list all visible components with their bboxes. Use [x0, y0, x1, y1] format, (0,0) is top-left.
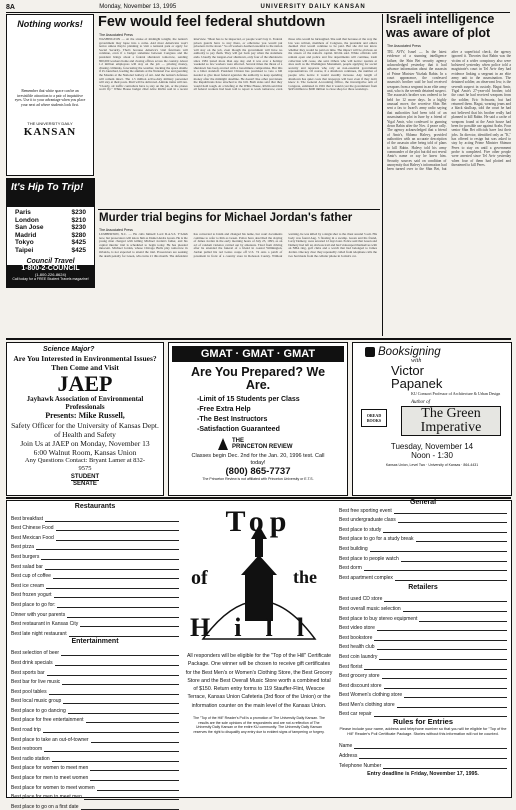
ballot-field-label: Best apartment complex: [339, 574, 393, 581]
oread-logo: OREAD BOOKS: [361, 409, 387, 427]
hip-title: It's Hip To Trip!: [7, 179, 94, 207]
ballot-answer-line[interactable]: [90, 779, 179, 781]
ballot-answer-line[interactable]: [90, 769, 179, 771]
ballot-answer-line[interactable]: [377, 629, 507, 631]
fare-row: [15, 232, 86, 240]
logo-top: Top: [225, 505, 293, 538]
ballot-field: [339, 612, 507, 622]
ballot-answer-line[interactable]: [52, 760, 179, 762]
ballot-answer-line[interactable]: [80, 625, 179, 627]
ballot-answer-line[interactable]: [55, 664, 179, 666]
booksigning-ad: [352, 342, 512, 496]
gmat-feature: -Free Extra Help: [197, 406, 251, 413]
ballot-field-label: Best free sporting event: [339, 507, 392, 514]
ballot-answer-line[interactable]: [44, 750, 179, 752]
fare-city: Paris: [15, 209, 31, 216]
ballot-answer-line[interactable]: [49, 693, 179, 695]
ballot-field: [11, 541, 179, 551]
ballot-field-label: Best used CD store: [339, 596, 383, 603]
ballot-field: [339, 552, 507, 562]
ballot-answer-line[interactable]: [419, 620, 507, 622]
student-senate-logo: [7, 474, 163, 487]
jaep-ad: [6, 342, 164, 496]
fare-row: [15, 239, 86, 247]
ballot-field-label: Best radio station: [11, 755, 50, 762]
ballot-field: [11, 714, 179, 724]
author-title: KU Comsort Professor of Architecture & Urban Design: [411, 391, 501, 396]
gmat-banner: GMAT · GMAT · GMAT: [172, 346, 344, 362]
ballot-field: [339, 542, 507, 552]
kansan-logo: KANSAN: [23, 126, 77, 139]
ballot-answer-line[interactable]: [56, 539, 179, 541]
ballot-field: [11, 791, 179, 801]
ballot-field: [11, 512, 179, 522]
shutdown-body: WASHINGTON — At the stroke of midnight tonight, the nation's government may lapse into a coma. And most Americans won't notice unless they're planning to visit a national park or apply for Social Security. That's because America's vital functions will continue, even if a budget stalemate between Congress and the president brings about a federal shutdown tomorrow, sending 800,000 workers home and closing offices across the country. About 1.2 million employees will stay on the job — piloting money, chasing criminals, forecasting the weather, tracking the space shuttle if it's launched, feeding the animals at the National Zoo and guarding the Mounts at the National Gallery of Art. And the nation's defenses will remain intact. The 1.5 million active-duty military personnel will stay at their posts. Mail will be delivered. Amtrak trains will run. "Clearly, air traffic controllers have to stay on the job, or the planes won't fly." White House budget chief Alice Rivlin said in a recent interview. "Meat has to be inspected, or people won't buy it. Federal prison guards have to stay there, or otherwise you would put prisoners in the street." So all workers deemed essential to the nation will stay on the job, even though the government will have no authority to pay them. They will get back pay when the stalemate ends. Usually the longest-ever shutdown, only four of the shutdowns since 1981 lasted more than one day, and it was over a holiday weekend so few workers were affected. Several times the threat of a shutdown has been averted with a last-minute compromise. But this is a bitter standoff. President Clinton has promised to veto a bill needed to give most federal agencies the authority to keep spending money after the midnight deadline. He doesn't like other provisions the Republicans have attached to the bill. Both sides said that they would hold tough. At a briefing at the White House, Rivlin said that all federal workers had been told to report to work tomorrow, even those who would be furloughed. She said that because of the way the law was written, members of Congress, the president and others deemed vital would continue to be paid. But she did not know whether they would be paid on time. The impact will be obvious on the streets of the nation's capital. Rivlin said. White officials will remain open and police and fire departments will continue, trash collection will cease, she said. Others who will notice: tourists at sites such as the Washington Monument, people applying for social security and reporters who rely on non-essential government representatives. Of course, if a shutdown continues, the number of people who notice it would steadily increase. Any length of shutdown has quiet costs that taxpayers will bear even if they don't know it. The General Accounting Office, the investigative arm of Congress, estimated in 1991 that it would cost the government from $245 million to $600 million to close shop for three weekdays.: [99, 38, 377, 92]
ballot-answer-line[interactable]: [41, 558, 179, 560]
ballot-field-label: Best late night restaurant: [11, 630, 67, 637]
ballot-field: [11, 695, 179, 705]
ballot-field-label: Best health club: [339, 644, 375, 651]
ballot-field-label: Best place to study: [339, 526, 382, 533]
ballot-left-column: [11, 502, 179, 810]
ballot-field: [339, 679, 507, 689]
book-title-1: The Green: [421, 405, 481, 421]
gmat-item-list: [169, 393, 347, 435]
ballot-field-label: Best ice cream: [11, 582, 45, 589]
rules-text: Please include your name, address and telephone number so that you will be eligible for "Top of the Hill" Reader's Poll Certificate Package. Stories without this information will not be counted.: [339, 727, 507, 737]
udk-label: THE UNIVERSITY DAILY: [27, 121, 73, 127]
gmat-feature: -Limit of 15 Students per Class: [197, 396, 300, 403]
entry-form-label: Telephone Number: [339, 762, 382, 769]
princeton-logo: [217, 437, 347, 451]
fare-price: $230: [71, 224, 86, 232]
student-label: STUDENT: [70, 474, 100, 480]
entry-form-label: Name: [339, 742, 353, 749]
ballot-field-label: Best building: [339, 545, 368, 552]
ballot-field: [11, 598, 179, 608]
ballot-answer-line[interactable]: [47, 674, 179, 676]
fare-row: [15, 224, 86, 232]
ballot-field-label: Best place to go for:: [11, 601, 56, 608]
fare-city: Madrid: [15, 231, 37, 239]
ballot-answer-line[interactable]: [395, 579, 507, 581]
hip-to-trip-ad: [6, 178, 95, 288]
contest-text: All responders will be eligible for the "Top of the Hill" Certificate Package. One winner will be chosen to receive gift certificates for the Best Men's or Women's Clothing Store, the Best Grocery Store and the Best Overall Music Store worth a combined total of $150. Return entry forms to 119 Stauffer-Flint, Wescoe Terrace, Kansas Union Cafeteria (3rd floor of the Union) or the information counter on the main level of the Kansas Union.: [185, 653, 333, 709]
ballot-field: [11, 704, 179, 714]
ballot-answer-line[interactable]: [384, 600, 507, 602]
ballot-field-label: Best place to people watch: [339, 555, 399, 562]
murder-byline: The Associated Press: [99, 228, 133, 232]
council-phone-alt: (1-800-226-8624): [34, 272, 67, 277]
fare-row: [15, 247, 86, 255]
fare-price: $230: [71, 209, 86, 216]
booksigning-date: Tuesday, November 14: [390, 441, 474, 451]
fare-row: [15, 209, 86, 217]
ballot-answer-line[interactable]: [364, 569, 507, 571]
ballot-field: [11, 608, 179, 618]
fare-price: $425: [71, 239, 86, 247]
ballot-answer-line[interactable]: [382, 677, 507, 679]
retailers-title: Retailers: [408, 583, 438, 591]
ballot-field: [339, 562, 507, 572]
ballot-field: [339, 650, 507, 660]
retailers-list: [339, 593, 507, 718]
ballot-field: [339, 689, 507, 699]
ballot-field: [11, 531, 179, 541]
ballot-answer-line[interactable]: [398, 521, 507, 523]
restaurants-list: [11, 512, 179, 637]
council-phone-box: [7, 265, 94, 287]
booksigning-time: Noon - 1:30: [411, 450, 453, 460]
ballot-answer-line[interactable]: [67, 616, 179, 618]
ballot-field-label: Best florist: [339, 663, 363, 670]
ballot-field-label: Best road trip: [11, 727, 41, 734]
ballot-field: [339, 660, 507, 670]
ballot-field: [339, 641, 507, 651]
ballot-field: [11, 762, 179, 772]
shutdown-headline: Few would feel federal shutdown: [98, 14, 326, 30]
entry-form-line[interactable]: [383, 767, 507, 769]
entertainment-title: Entertainment: [71, 637, 119, 645]
ballot-field: [11, 666, 179, 676]
ballot-field-label: Best place for women to meet men: [11, 765, 89, 772]
ballot-answer-line[interactable]: [377, 648, 507, 650]
ballot-field-label: Best grocery store: [339, 673, 380, 680]
ballot-field: [339, 602, 507, 612]
ballot-field: [11, 656, 179, 666]
author-first-name: Victor: [391, 363, 424, 378]
entry-form: [339, 739, 507, 769]
entry-form-line[interactable]: [359, 757, 507, 759]
ballot-field-label: Best place for women to meet women: [11, 784, 95, 791]
ballot-field-label: Best place to go for a study break: [339, 536, 414, 543]
ballot-answer-line[interactable]: [397, 706, 507, 708]
fare-price: $210: [71, 216, 86, 224]
ballot-field: [11, 522, 179, 532]
ballot-field-label: Best salad bar: [11, 563, 43, 570]
entry-deadline: Entry deadline is Friday, November 17, 1995.: [367, 770, 479, 777]
entry-form-label: Address: [339, 752, 358, 759]
ballot-field-label: Best coin laundry: [339, 653, 378, 660]
entry-form-field: [339, 739, 507, 749]
fare-price: $425: [71, 246, 86, 254]
ballot-field: [11, 743, 179, 753]
jaep-officer: Safety Officer for the University of Kansas Dept. of Health and Safety: [11, 421, 159, 439]
israel-byline: The Associated Press: [387, 44, 421, 48]
ballot-field-label: Best video store: [339, 625, 375, 632]
fare-city: Taipei: [15, 246, 34, 254]
shutdown-byline: The Associated Press: [99, 33, 133, 37]
ballot-answer-line[interactable]: [45, 568, 179, 570]
senate-label: SENATE: [73, 481, 97, 487]
ballot-answer-line[interactable]: [383, 531, 507, 533]
entry-form-line[interactable]: [354, 747, 507, 749]
logo-the: the: [293, 567, 317, 587]
entry-form-field: [339, 759, 507, 769]
ballot-answer-line[interactable]: [53, 577, 179, 579]
ballot-field: [339, 571, 507, 581]
ballot-answer-line[interactable]: [36, 548, 179, 550]
ballot-field-label: Best Men's clothing store: [339, 701, 395, 708]
fare-list: [7, 207, 94, 257]
jaep-science: Science Major?: [43, 346, 95, 353]
jaep-interested: Are You Interested in Environmental Issues? Then Come and Visit: [13, 354, 157, 372]
ballot-field: [339, 514, 507, 524]
ballot-field: [339, 622, 507, 632]
princeton-review-icon: [217, 437, 229, 451]
ballot-answer-line[interactable]: [63, 702, 179, 704]
ballot-field: [11, 570, 179, 580]
general-title: General: [409, 499, 437, 506]
ballot-answer-line[interactable]: [54, 596, 179, 598]
ballot-field-label: Best place to go dancing: [11, 707, 66, 714]
gmat-phone: (800) 865-7737: [225, 466, 291, 477]
jaep-join: Join Us at JAEP on Monday, November 13: [20, 439, 150, 448]
ballot-field: [11, 647, 179, 657]
fare-price: $280: [71, 231, 86, 239]
princeton-name: PRINCETON REVIEW: [232, 444, 293, 450]
ballot-answer-line[interactable]: [384, 687, 507, 689]
ballot-answer-line[interactable]: [43, 731, 179, 733]
paper-name: UNIVERSITY DAILY KANSAN: [260, 4, 366, 10]
ballot-field-label: Best undergraduate class: [339, 517, 396, 524]
jaep-contact: Any Questions Contact: Bryant Lamer at 832-9575: [24, 457, 146, 472]
restaurants-title: Restaurants: [74, 503, 116, 510]
ballot-field: [11, 579, 179, 589]
ballot-field-label: Best sports bar: [11, 669, 45, 676]
ballot-field-label: Best bookstore: [339, 634, 373, 641]
jaep-full: Jayhawk Association of Environmental Professionals: [26, 395, 144, 411]
ballot-answer-line[interactable]: [364, 668, 507, 670]
booksigning-with: with: [411, 358, 422, 364]
ballot-field-label: Best frozen yogurt: [11, 592, 52, 599]
ballot-center: [183, 503, 335, 793]
story-divider: [98, 209, 380, 210]
ballot-field: [11, 781, 179, 791]
israel-headline: Israeli intelligence was aware of plot: [386, 12, 495, 40]
logo-hill: Hill: [190, 613, 328, 642]
author-of: Author of: [411, 399, 431, 405]
ballot-field: [11, 800, 179, 810]
nothing-works-ad: [6, 14, 94, 176]
ballot-field-label: Best Mexican Food: [11, 534, 54, 541]
ballot-field: [339, 698, 507, 708]
ballot-field-label: Best discount store: [339, 682, 382, 689]
jaep-name: JAEP: [57, 371, 113, 396]
ballot-field-label: Best restroom: [11, 746, 43, 753]
gmat-feature: -Satisfaction Guaranteed: [197, 426, 280, 433]
ballot-answer-line[interactable]: [57, 606, 179, 608]
fare-city: San Jose: [15, 224, 44, 232]
ballot-field: [11, 560, 179, 570]
ballot-field: [11, 627, 179, 637]
entry-form-field: [339, 749, 507, 759]
ballot-field: [11, 685, 179, 695]
israel-body: TEL AVIV, Israel — In the latest evidence of a stunning intelligence failure, the Shin Bet security agency acknowledged yesterday that it had advance information about the assassin of Prime Minister Yitzhak Rabin. In a court appearance, the confessed assassin's brother said he had received weapons from a sergeant in an elite army unit, who is the seventh detained suspect. The assassin's brother was ordered to be held for 12 more days. In a highly unusual move, the secretive Shin Bet sent a fax to Israel's army radio saying that authorities had been told of an assassination plot in June by a friend of Yigal Amir, who confessed to gunning down Rabin after the Nov. 4 peace rally. The agency acknowledged that a friend of Amir's, Shlomo Halevy, provided authorities with an accurate description of the assassin after being told of plans to kill Rabin. Halevy told his army commander of the plot but did not reveal Amir's name or say he knew him. Security sources said on condition of anonymity that Halevy's information had been turned over to the Shin Bet, but after a superficial check, the agency ignored it. Theories that Rabin was the victim of a wider conspiracy also were bolstered yesterday when police told a magistrate's court in Tel Aviv they had evidence linking a sergeant in an elite army unit to the assassination. The detained soldier, an observant Jew, is the seventh suspect in custody. Hagai Amir, Yigal Amir's 27-year-old brother, told the court he had received weapons from the soldier, Eric Schwartz, but had returned them. Hagai, wearing jeans and a black skullcap, told the court he had not believed that his brother really had planned to kill Rabin. He said a cache of weapons found at the Amir house had been for possible use against Arabs. Four senior Shin Bet officials have lost their jobs. Its director, identified only as "K," has offered to resign but was asked to stay by acting Prime Minister Shimon Peres to stay on until a government probe is completed. Five other people were arrested since Tel Aviv yesterday when four of them had plotted and threatened to kill Peres.: [387, 50, 511, 172]
fare-city: London: [15, 216, 39, 224]
section-divider: [6, 338, 511, 340]
ballot-answer-line[interactable]: [46, 587, 179, 589]
book-title-box: [401, 406, 501, 436]
column-rule: [382, 14, 383, 336]
ballot-field-label: Best restaurant in Kansas City: [11, 621, 79, 628]
ballot-answer-line[interactable]: [97, 789, 179, 791]
booksigning-footer: Kansas Union, Level Two · University of Kansas · 864-4431: [385, 462, 479, 467]
top-of-hill-ballot: [6, 499, 512, 810]
ballot-answer-line[interactable]: [62, 683, 179, 685]
gmat-feature: -The Best Instructors: [197, 416, 268, 423]
jaep-presents: Presents: Mike Russell,: [45, 411, 125, 420]
ballot-field: [11, 550, 179, 560]
ballot-field: [11, 618, 179, 628]
ballot-field-label: Best pool tables: [11, 688, 47, 695]
ballot-field: [11, 771, 179, 781]
ballot-field-label: Best local music group: [11, 698, 62, 705]
ballot-field-label: Best place for men to meet women: [11, 775, 89, 782]
ballot-field-label: Best bar for live music: [11, 679, 61, 686]
ballot-field-label: Best place to take an out-of-towner: [11, 736, 89, 743]
ballot-answer-line[interactable]: [45, 520, 179, 522]
ballot-answer-line[interactable]: [394, 512, 507, 514]
gmat-classes: Classes begin Dec. 2nd for the Jan. 20, 1996 test. Call today!: [191, 453, 325, 466]
ballot-answer-line[interactable]: [404, 696, 507, 698]
ballot-field-label: Best Chinese Food: [11, 525, 54, 532]
ballot-field: [339, 631, 507, 641]
council-callnow: Call today for a FREE Student Travels magazine!: [12, 277, 89, 281]
jaep-time: 6:00 Walnut Room, Kansas Union: [33, 448, 137, 457]
ballot-answer-line[interactable]: [91, 741, 179, 743]
gmat-headline: Are You Prepared? We Are.: [190, 365, 326, 392]
ballot-field-label: Best overall music selection: [339, 605, 401, 612]
ballot-field: [339, 533, 507, 543]
booksigning-title: Booksigning: [378, 346, 441, 358]
rules-title: Rules for Entries: [392, 717, 453, 727]
ballot-field-label: Best cup of coffee: [11, 573, 51, 580]
ballot-field: [339, 708, 507, 718]
booksigning-title-row: [353, 343, 511, 358]
ballot-field-label: Best pizza: [11, 544, 35, 551]
ballot-answer-line[interactable]: [86, 721, 179, 723]
ballot-field-label: Best place to go on a first date: [11, 803, 79, 810]
ballot-answer-line[interactable]: [379, 658, 507, 660]
ballot-field-label: Best place for men to meet men: [11, 794, 82, 801]
ballot-answer-line[interactable]: [416, 540, 508, 542]
ballot-field-label: Best Women's clothing store: [339, 692, 403, 699]
logo-of: of: [191, 567, 208, 589]
ballot-answer-line[interactable]: [403, 610, 507, 612]
author-last-name: Papanek: [391, 376, 443, 391]
ballot-field-label: Best selection of beer: [11, 650, 60, 657]
ballot-field-label: Best place to buy stereo equipment: [339, 615, 418, 622]
ballot-answer-line[interactable]: [370, 550, 507, 552]
nothing-works-title: Nothing works!: [17, 19, 83, 29]
ballot-field: [11, 676, 179, 686]
book-icon: [365, 347, 375, 357]
page-date: Monday, November 13, 1995: [99, 4, 177, 10]
ballot-field: [11, 589, 179, 599]
gmat-disclaimer: The Princeton Review is not affiliated with Princeton University or E.T.S.: [202, 477, 314, 481]
ballot-right-column: [339, 499, 507, 777]
fine-print: The "Top of the Hill" Reader's Poll is a promotion of The University Daily Kansan. The results are the sole opinions of the respondents and are not a reflection of The University Daily Kansan or the entire KU community. The University Daily Kansan reserves the right to disqualify any entry due to evident signs of tampering or forgery.: [193, 716, 326, 734]
ballot-answer-line[interactable]: [401, 560, 507, 562]
ballot-field-label: Best dorm: [339, 565, 362, 572]
nothing-works-text: Remember that white space can be an irresistible attraction to a pair of inquisitive eyes. Use it to your advantage when you place your next ad where students look first.: [14, 89, 86, 107]
murder-headline: Murder trial begins for Michael Jordan's father: [99, 212, 353, 224]
ballot-field: [11, 733, 179, 743]
gmat-ad: [168, 342, 348, 496]
council-logo: Council Travel: [26, 257, 75, 265]
murder-body: LUMBERTON, N.C. — He calls himself Lord D.A.S.S. Y'Allah now, but prosecutors will know him as Daniel Andre Green. He is the young man charged with killing Michael Jordan's father, and his capital murder trial is scheduled to begin today. He has pleaded innocent. Michael Jordan, whose Chicago Bulls play tomorrow in Orlando, is not expected to attend the trial. Prosecutors are seeking the death penalty for Green, who turns 21 this month. The defendant has converted to Islam and changed his name, but court documents continue to refer to him as Green. Police have described the slaying of James Jordan in the early morning hours of July 23, 1993, as an act of random violence carried out by amateurs. Tired from driving after he attended the funeral of a friend in coastal Wilmington, Jordan pulled his red Lexus coupe off U.S. 74 onto a patch of pavement in front of a country store in Robeson County. Without warning, he was killed by a single shot to the chest around 3 a.m. His body was found Aug. 3 floating in a swamp. Green and his friend, Larry Demery, were arrested 12 days later. Police said that Green and Demery had left an obvious trail and had videotaped themselves with an NBA ring, golf clubs and a watch that had belonged to James Jordan. One key clue: they repeatedly called from telephone calls the two had made from the cellular phone in Jordan's car.: [99, 233, 377, 258]
ballot-field-label: Best burgers: [11, 553, 40, 560]
ballot-field: [339, 593, 507, 603]
fare-city: Tokyo: [15, 239, 34, 247]
ballot-answer-line[interactable]: [56, 529, 179, 531]
ballot-field-label: Best drink specials: [11, 659, 53, 666]
entertainment-list: [11, 647, 179, 810]
ballot-field-label: Best car repair: [339, 711, 372, 718]
page-number: 8A: [6, 3, 15, 11]
ballot-answer-line[interactable]: [68, 712, 179, 714]
council-phone: 1-800-2-COUNCIL: [21, 265, 80, 272]
ballot-field: [339, 523, 507, 533]
ballot-field: [11, 723, 179, 733]
ballot-answer-line[interactable]: [374, 639, 507, 641]
ballot-field: [11, 752, 179, 762]
ballot-field-label: Best place for free entertainment: [11, 717, 84, 724]
ballot-field-label: Best breakfast: [11, 515, 43, 522]
ballot-field-label: Dinner with your parents: [11, 611, 66, 618]
book-title-2: Imperative: [420, 419, 482, 435]
ballot-field: [339, 670, 507, 680]
fare-row: [15, 217, 86, 225]
princeton-the: THE: [232, 438, 244, 444]
ballot-answer-line[interactable]: [61, 654, 179, 656]
